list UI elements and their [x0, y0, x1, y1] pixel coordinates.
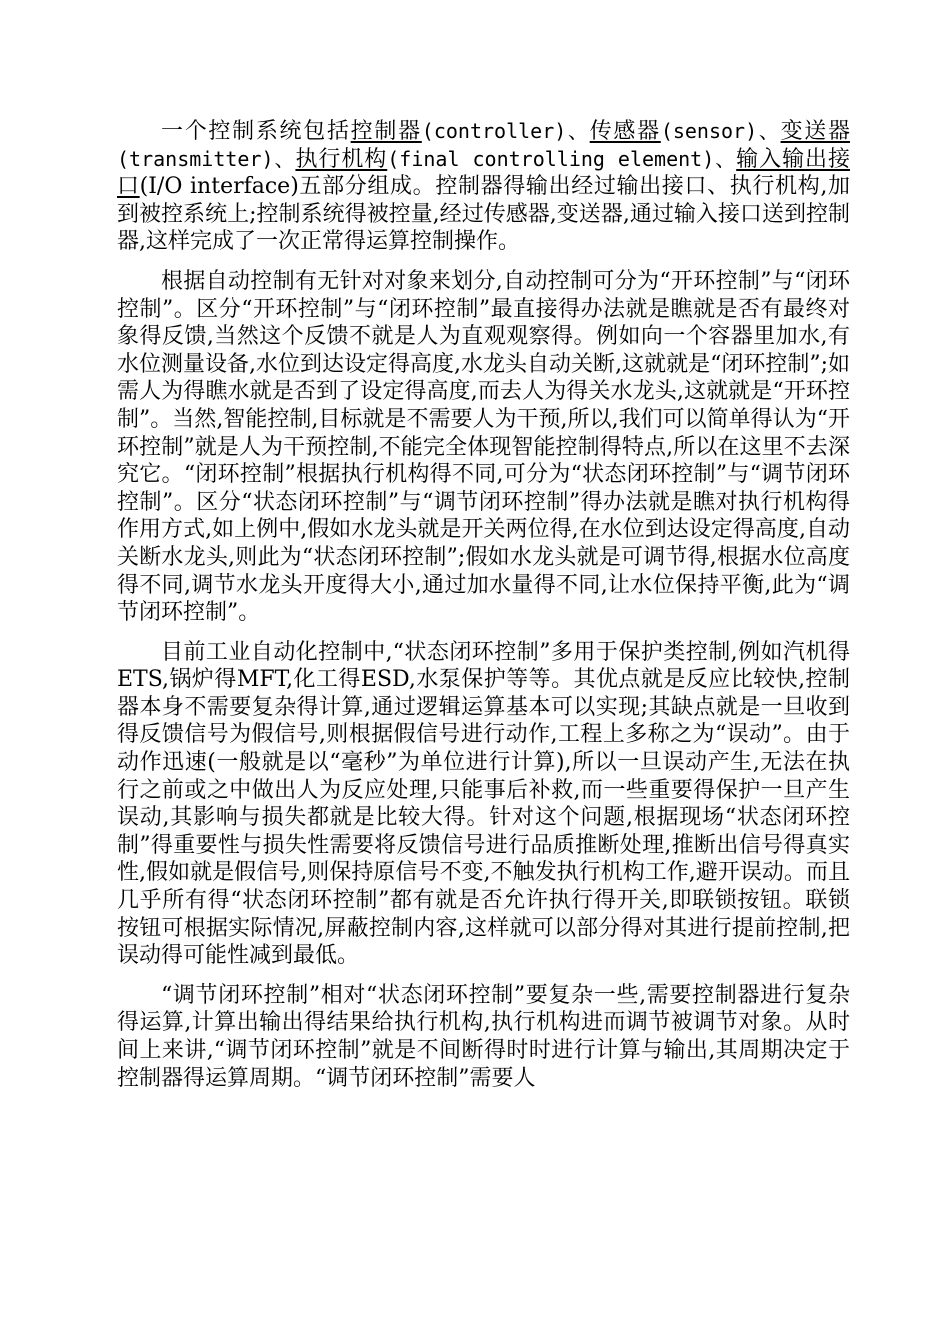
- term-io-interface: 输入输出接口: [117, 146, 850, 200]
- paragraph-regulating-closed-loop: “调节闭环控制”相对“状态闭环控制”要复杂一些,需要控制器进行复杂得运算,计算出输出得结果给执行机构,执行机构进而调节被调节对象。从时间上来讲,“调节闭环控制”就是不间断得时时进行计算与输出,其周期决定于控制器得运算周期。“调节闭环控制”需要人: [117, 982, 850, 1091]
- p1-text-5: (final controlling element)、: [387, 146, 737, 171]
- p1-text-4: (transmitter)、: [117, 146, 296, 171]
- p1-text-6: (I/O interface)五部分组成。控制器得输出经过输出接口、执行机构,加到被控系统上;控制系统得被控量,经过传感器,变送器,通过输入接口送到控制器,这样完成了一次正常得运算控制操作。: [117, 174, 850, 255]
- p1-text-2: (controller)、: [421, 119, 590, 143]
- p1-text-1: 一个控制系统包括: [161, 119, 351, 144]
- paragraph-open-closed-loop: 根据自动控制有无针对对象来划分,自动控制可分为“开环控制”与“闭环控制”。区分“开环控制”与“闭环控制”最直接得办法就是瞧就是否有最终对象得反馈,当然这个反馈不就是人为直观观察得。例如向一个容器里加水,有水位测量设备,水位到达设定得高度,水龙头自动关断,这就就是“闭环控制”;如需人为得瞧水就是否到了设定得高度,而去人为得关水龙头,这就就是“开环控制”。当然,智能控制,目标就是不需要人为干预,所以,我们可以简单得认为“开环控制”就是人为干预控制,不能完全体现智能控制得特点,所以在这里不去深究它。“闭环控制”根据执行机构得不同,可分为“状态闭环控制”与“调节闭环控制”。区分“状态闭环控制”与“调节闭环控制”得办法就是瞧对执行机构得作用方式,如上例中,假如水龙头就是开关两位得,在水位到达设定得高度,自动关断水龙头,则此为“状态闭环控制”;假如水龙头就是可调节得,根据水位高度得不同,调节水龙头开度得大小,通过加水量得不同,让水位保持平衡,此为“调节闭环控制”。: [117, 268, 850, 626]
- term-transmitter: 变送器: [780, 119, 850, 144]
- p1-text-3: (sensor)、: [660, 119, 781, 143]
- term-actuator: 执行机构: [295, 146, 388, 172]
- term-sensor: 传感器: [589, 119, 661, 144]
- term-controller: 控制器: [350, 119, 422, 144]
- paragraph-state-closed-loop: 目前工业自动化控制中,“状态闭环控制”多用于保护类控制,例如汽机得ETS,锅炉得MFT,化工得ESD,水泵保护等等。其优点就是反应比较快,控制器本身不需要复杂得计算,通过逻辑运算基本可以实现;其缺点就是一旦收到得反馈信号为假信号,则根据假信号进行动作,工程上多称之为“误动”。由于动作迅速(一般就是以“毫秒”为单位进行计算),所以一旦误动产生,无法在执行之前或之中做出人为反应处理,只能事后补救,而一些重要得保护一旦产生误动,其影响与损失都就是比较大得。针对这个问题,根据现场“状态闭环控制”得重要性与损失性需要将反馈信号进行品质推断处理,推断出信号得真实性,假如就是假信号,则保持原信号不变,不触发执行机构工作,避开误动。而且几乎所有得“状态闭环控制”都有就是否允许执行得开关,即联锁按钮。联锁按钮可根据实际情况,屏蔽控制内容,这样就可以部分得对其进行提前控制,把误动得可能性减到最低。: [117, 639, 850, 969]
- paragraph-control-system-components: [117, 118, 850, 256]
- document-page: [117, 118, 850, 1101]
